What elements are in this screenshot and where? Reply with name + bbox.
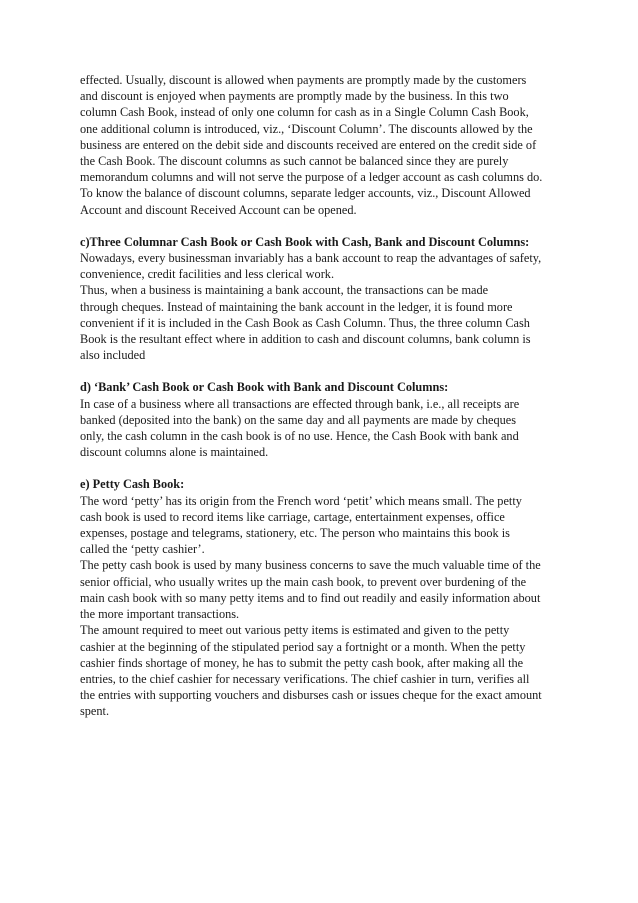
text-line: To know the balance of discount columns, separate ledger accounts, viz., Discount Allowed — [80, 186, 531, 201]
text-line: spent. — [80, 704, 110, 719]
text-line: Thus, when a business is maintaining a bank account, the transactions can be made — [80, 283, 489, 298]
text-line: cash book is used to record items like carriage, cartage, entertainment expenses, office — [80, 509, 505, 524]
text-line: convenience, credit facilities and less clerical work. — [80, 267, 335, 282]
section-c-heading: c)Three Columnar Cash Book or Cash Book with Cash, Bank and Discount Columns: — [80, 234, 530, 249]
text-line: discount columns alone is maintained. — [80, 445, 269, 460]
document-page — [80, 72, 562, 720]
section-d-body — [80, 396, 562, 461]
text-line: Account and discount Received Account can be opened. — [80, 202, 357, 217]
text-line: expenses, postage and telegrams, stationery, etc. The person who maintains this book is — [80, 526, 510, 541]
section-e-heading: e) Petty Cash Book: — [80, 477, 185, 492]
text-line: banked (deposited into the bank) on the same day and all payments are made by cheques — [80, 412, 517, 427]
text-line: The amount required to meet out various petty items is estimated and given to the petty — [80, 623, 510, 638]
text-line: effected. Usually, discount is allowed when payments are promptly made by the customers — [80, 73, 527, 87]
text-line: entries, to the chief cashier for necessary verifications. The chief cashier in turn, verifies all — [80, 671, 530, 686]
text-line: cashier finds shortage of money, he has to submit the petty cash book, after making all the — [80, 655, 524, 670]
text-line: Nowadays, every businessman invariably has a bank account to reap the advantages of safety, — [80, 251, 542, 266]
text-line: the Cash Book. The discount columns as such cannot be balanced since they are purely — [80, 154, 509, 169]
text-line: In case of a business where all transactions are effected through bank, i.e., all receipts are — [80, 396, 520, 411]
text-line: also included — [80, 348, 146, 363]
text-line: the entries with supporting vouchers and disburses cash or issues cheque for the exact amount — [80, 688, 542, 703]
text-line: one additional column is introduced, viz., ‘Discount Column’. The discounts allowed by the — [80, 121, 533, 136]
section-d-heading: d) ‘Bank’ Cash Book or Cash Book with Bank and Discount Columns: — [80, 380, 449, 395]
text-line: business are entered on the debit side and discounts received are entered on the credit side of — [80, 137, 537, 152]
intro-paragraph — [80, 72, 562, 218]
section-c-body — [80, 250, 562, 363]
text-line: cashier at the beginning of the stipulated period say a fortnight or a month. When the petty — [80, 639, 526, 654]
text-line: called the ‘petty cashier’. — [80, 542, 205, 557]
text-line: and discount is enjoyed when payments are promptly made by the business. In this two — [80, 89, 509, 104]
text-line: Book is the resultant effect where in addition to cash and discount columns, bank column is — [80, 332, 531, 347]
text-line: The petty cash book is used by many business concerns to save the much valuable time of the — [80, 558, 541, 573]
text-line: column Cash Book, instead of only one column for cash as in a Single Column Cash Book, — [80, 105, 529, 120]
section-e-body — [80, 493, 562, 720]
text-line: The word ‘petty’ has its origin from the French word ‘petit’ which means small. The petty — [80, 493, 522, 508]
text-line: convenient if it is included in the Cash Book as Cash Column. Thus, the three column Cash — [80, 315, 530, 330]
text-line: the more important transactions. — [80, 607, 240, 622]
text-line: main cash book with so many petty items and to find out readily and easily information about — [80, 590, 541, 605]
text-line: through cheques. Instead of maintaining the bank account in the ledger, it is found more — [80, 299, 513, 314]
text-line: memorandum columns and will not serve the purpose of a ledger account as cash columns do. — [80, 170, 543, 185]
text-line: senior official, who usually writes up the main cash book, to prevent over burdening of the — [80, 574, 527, 589]
text-line: only, the cash column in the cash book is of no use. Hence, the Cash Book with bank and — [80, 429, 519, 444]
